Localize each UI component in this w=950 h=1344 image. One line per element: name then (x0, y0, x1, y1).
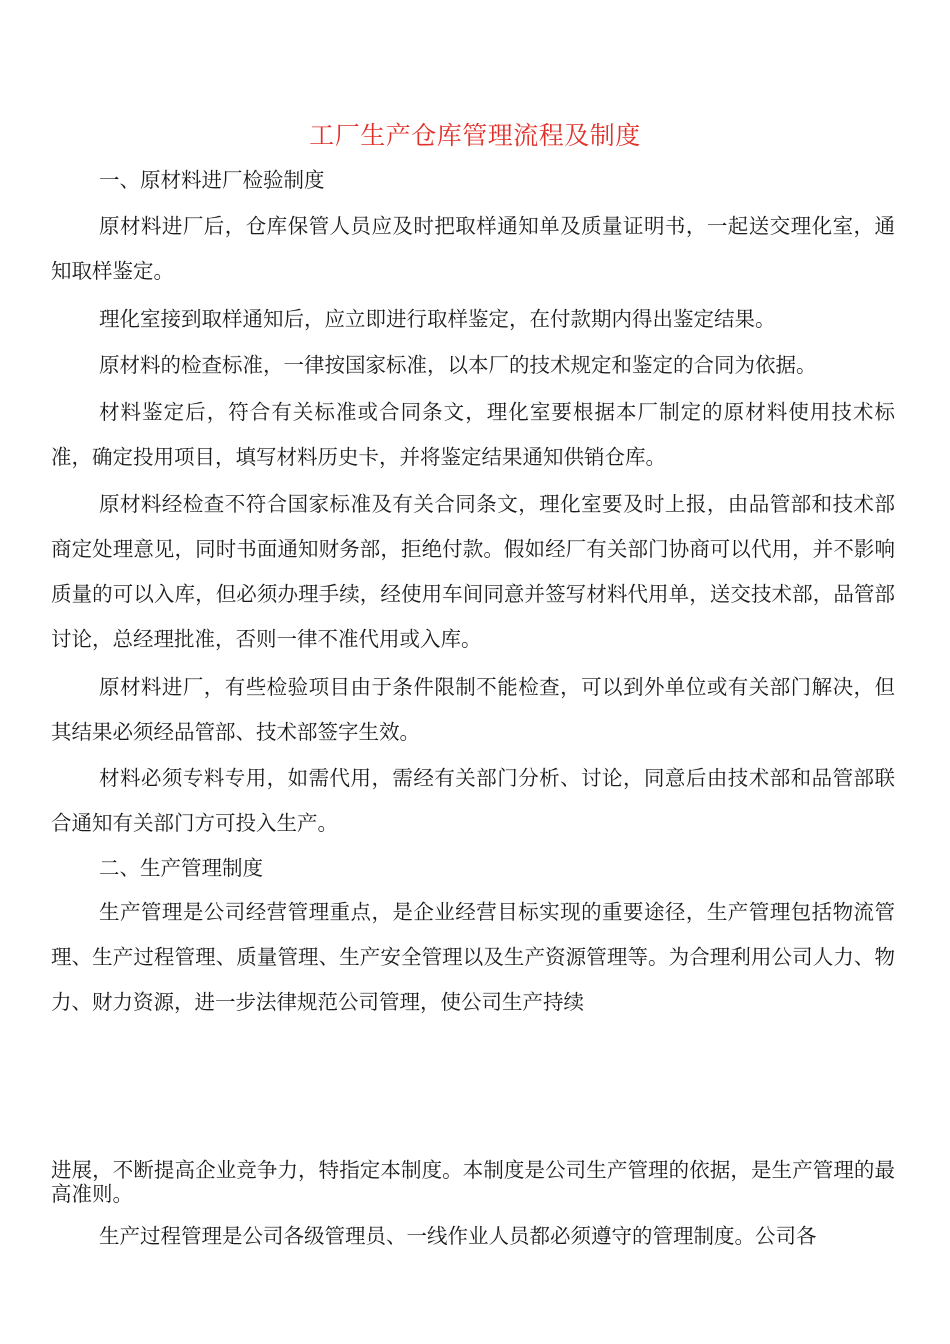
paragraph: 原材料的检查标准，一律按国家标准，以本厂的技术规定和鉴定的合同为依据。 (99, 353, 817, 377)
paragraph: 原材料进厂，有些检验项目由于条件限制不能检查，可以到外单位或有关部门解决，但其结果必须经品管部、技术部签字生效。 (51, 675, 895, 744)
paragraph: 生产管理是公司经营管理重点，是企业经营目标实现的重要途径，生产管理包括物流管理、生产过程管理、质量管理、生产安全管理以及生产资源管理等。为合理利用公司人力、物力、财力资源，进一步法律规范公司管理，使公司生产持续 (51, 900, 895, 1014)
paragraph: 材料必须专料专用，如需代用，需经有关部门分析、讨论，同意后由技术部和品管部联合通知有关部门方可投入生产。 (51, 766, 895, 835)
paragraph: 材料鉴定后，符合有关标准或合同条文，理化室要根据本厂制定的原材料使用技术标准，确定投用项目，填写材料历史卡，并将鉴定结果通知供销仓库。 (51, 400, 895, 469)
paragraph: 生产过程管理是公司各级管理员、一线作业人员都必须遵守的管理制度。公司各 (99, 1224, 817, 1248)
section-heading-1: 一、原材料进厂检验制度 (99, 168, 325, 192)
paragraph-continued: 进展，不断提高企业竞争力，特指定本制度。本制度是公司生产管理的依据，是生产管理的最高准则。 (51, 1158, 895, 1206)
paragraph: 原材料进厂后，仓库保管人员应及时把取样通知单及质量证明书，一起送交理化室，通知取样鉴定。 (51, 214, 895, 283)
section-heading-2: 二、生产管理制度 (99, 856, 263, 880)
paragraph: 理化室接到取样通知后，应立即进行取样鉴定，在付款期内得出鉴定结果。 (99, 307, 776, 331)
paragraph: 原材料经检查不符合国家标准及有关合同条文，理化室要及时上报，由品管部和技术部商定处理意见，同时书面通知财务部，拒绝付款。假如经厂有关部门协商可以代用，并不影响质量的可以入库，但必须办理手续，经使用车间同意并签写材料代用单，送交技术部，品管部讨论，总经理批准，否则一律不准代用或入库。 (51, 492, 895, 651)
document-title: 工厂生产仓库管理流程及制度 (309, 121, 641, 150)
